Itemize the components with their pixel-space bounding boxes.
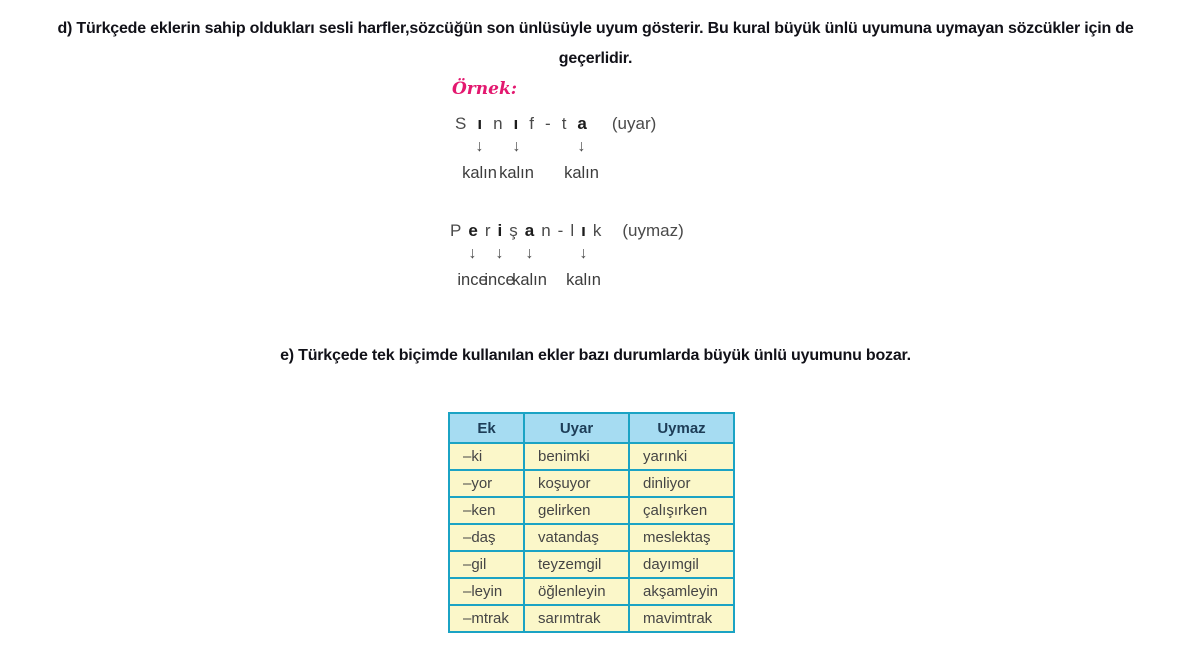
table-cell: –gil (449, 551, 524, 578)
vowel-type-label: kalın (566, 271, 601, 289)
table-cell: –ki (449, 443, 524, 470)
letter: k (592, 221, 602, 240)
table-row (449, 470, 734, 497)
table-header-row (449, 413, 734, 443)
letter: S (455, 114, 467, 133)
table-cell: çalışırken (629, 497, 734, 524)
arrow-row (455, 136, 656, 162)
letter: i (497, 221, 503, 240)
table-cell: –leyin (449, 578, 524, 605)
table-cell: benimki (524, 443, 629, 470)
vowel-type-label: ince (484, 271, 515, 289)
table-cell: öğlenleyin (524, 578, 629, 605)
column-header: Uyar (524, 413, 629, 443)
ornek-label: Örnek: (452, 79, 517, 99)
letter: t (561, 114, 567, 133)
verdict-label: (uyar) (611, 114, 657, 133)
vowel-type-label: kalın (512, 271, 547, 289)
vowel-type-label: kalın (499, 164, 534, 182)
letter: P (450, 221, 462, 240)
vowel-type-label: ince (457, 271, 488, 289)
paragraph-d (0, 14, 1191, 74)
table-cell: teyzemgil (524, 551, 629, 578)
table-cell: mavimtrak (629, 605, 734, 632)
table-row (449, 551, 734, 578)
suffix-table (448, 412, 735, 633)
table-cell: sarımtrak (524, 605, 629, 632)
letter: r (484, 221, 491, 240)
table-row (449, 497, 734, 524)
example-uyar (455, 114, 656, 182)
table-cell: akşamleyin (629, 578, 734, 605)
example-word (455, 114, 656, 136)
letter: ı (513, 114, 519, 133)
letter: ş (509, 221, 518, 240)
letter: n (493, 114, 503, 133)
table-cell: koşuyor (524, 470, 629, 497)
letter: a (577, 114, 587, 133)
vowel-label-row (455, 162, 656, 182)
letter: - (545, 114, 551, 133)
letter: e (468, 221, 478, 240)
table-cell: vatandaş (524, 524, 629, 551)
letter: f (529, 114, 535, 133)
verdict-label: (uymaz) (622, 221, 684, 240)
vowel-type-label: kalın (564, 164, 599, 182)
table-cell: meslektaş (629, 524, 734, 551)
column-header: Uymaz (629, 413, 734, 443)
table-row (449, 524, 734, 551)
table-row (449, 443, 734, 470)
example-word (450, 221, 684, 243)
table-row (449, 605, 734, 632)
table-cell: dinliyor (629, 470, 734, 497)
vowel-label-row (450, 269, 684, 289)
paragraph-e: e) Türkçede tek biçimde kullanılan ekler bazı durumlarda büyük ünlü uyumunu bozar. (280, 347, 911, 364)
table-cell: –mtrak (449, 605, 524, 632)
letter: l (570, 221, 575, 240)
down-arrow-icon: ↓ (495, 245, 504, 262)
example-uymaz (450, 221, 684, 289)
down-arrow-icon: ↓ (468, 245, 477, 262)
letter: n (541, 221, 551, 240)
table-cell: –daş (449, 524, 524, 551)
table-cell: gelirken (524, 497, 629, 524)
table-cell: yarınki (629, 443, 734, 470)
down-arrow-icon: ↓ (579, 245, 588, 262)
vowel-type-label: kalın (462, 164, 497, 182)
table-cell: –yor (449, 470, 524, 497)
table-cell: –ken (449, 497, 524, 524)
down-arrow-icon: ↓ (525, 245, 534, 262)
letter: ı (581, 221, 586, 240)
arrow-row (450, 243, 684, 269)
letter: ı (477, 114, 483, 133)
table-cell: dayımgil (629, 551, 734, 578)
column-header: Ek (449, 413, 524, 443)
paragraph-d-line2: geçerlidir. (558, 50, 633, 67)
letter: a (524, 221, 535, 240)
table-row (449, 578, 734, 605)
paragraph-d-line1: d) Türkçede eklerin sahip oldukları sesli harfler,sözcüğün son ünlüsüyle uyum gösterir. Bu kural büyük ünlü uyumuna uymayan sözcükler için de (57, 20, 1134, 37)
down-arrow-icon: ↓ (512, 138, 521, 155)
down-arrow-icon: ↓ (475, 138, 484, 155)
letter: - (557, 221, 564, 240)
down-arrow-icon: ↓ (577, 138, 586, 155)
